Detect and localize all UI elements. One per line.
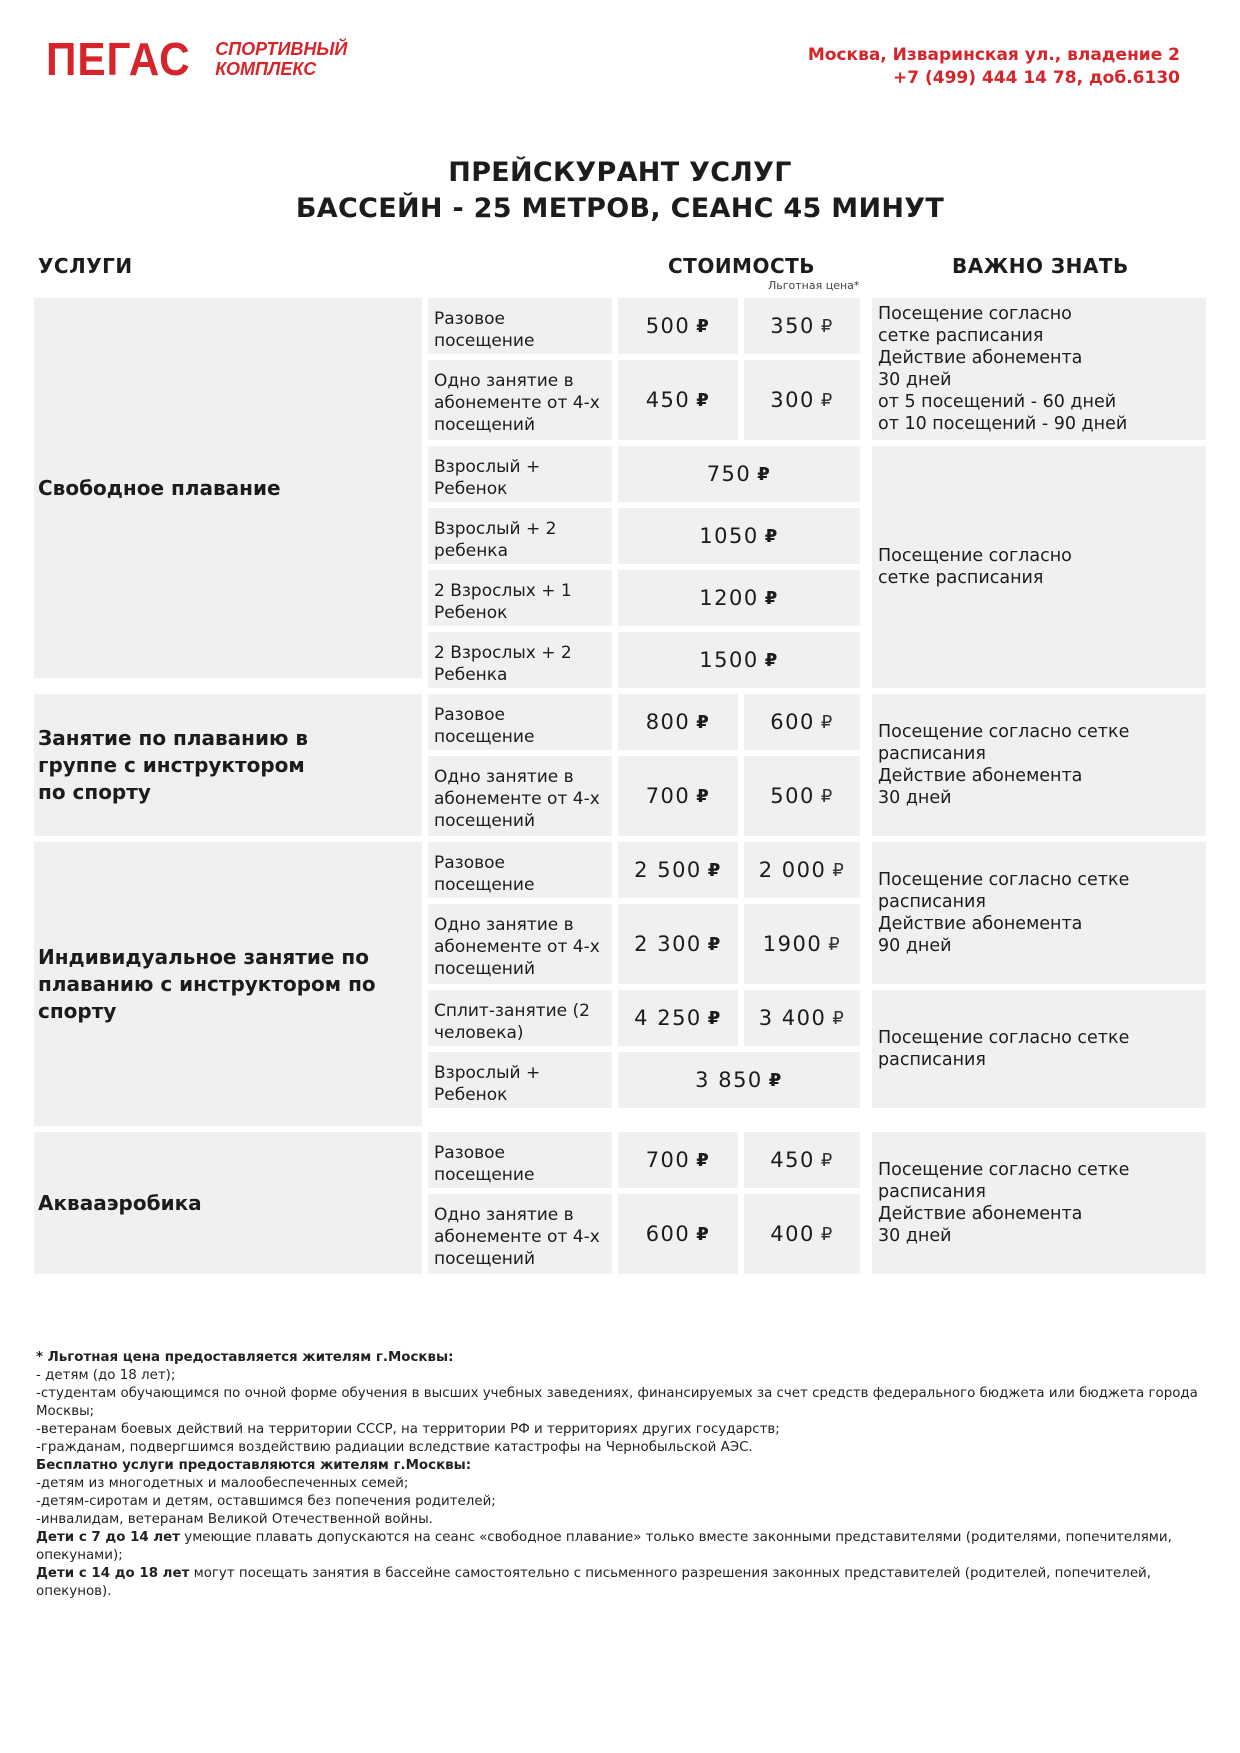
service-name: Взрослый + Ребенок <box>428 1052 612 1108</box>
table-row <box>428 508 866 564</box>
header-cost: СТОИМОСТЬ <box>668 254 816 278</box>
footnote-line: -детям из многодетных и малообеспеченных семей; <box>36 1476 409 1491</box>
table-row <box>428 570 866 626</box>
note-line: 90 дней <box>878 936 952 956</box>
footnote-line: -детям-сиротам и детям, оставшимся без попечения родителей; <box>36 1494 496 1509</box>
service-name: 2 Взрослых + 1 Ребенок <box>428 570 612 626</box>
note-line: сетке расписания <box>878 568 1044 588</box>
ruble-icon: ₽ <box>696 785 711 807</box>
service-name: Разовое посещение <box>428 842 612 898</box>
lgot-price-value: 2 000 <box>758 858 827 882</box>
ruble-icon: ₽ <box>768 1069 783 1091</box>
lgot-title: * Льготная цена предоставляется жителям г.Москвы: <box>36 1350 454 1365</box>
brand-sub-line2: КОМПЛЕКС <box>215 59 317 79</box>
lgot-price-value: 350 <box>770 314 815 338</box>
footnote-line: -гражданам, подвергшимся воздействию радиации вследствие катастрофы на Чернобыльской АЭС. <box>36 1440 753 1455</box>
note-line: Посещение согласно <box>878 546 1072 566</box>
ruble-icon: ₽ <box>707 859 722 881</box>
brand-sub-line1: СПОРТИВНЫЙ <box>215 39 348 59</box>
ruble-icon: ₽ <box>832 859 846 881</box>
lgot-price-cell <box>744 990 860 1046</box>
price-value: 750 <box>706 462 752 486</box>
price-cell <box>618 694 738 750</box>
important-note <box>872 446 1206 688</box>
brand-subtitle <box>215 39 347 79</box>
price-cell <box>618 298 738 354</box>
footnotes <box>36 1349 1206 1601</box>
ruble-icon: ₽ <box>820 711 834 733</box>
note-line: Действие абонемента <box>878 766 1083 786</box>
header-important: ВАЖНО ЗНАТЬ <box>952 254 1129 278</box>
price-value: 3 850 <box>695 1068 763 1092</box>
service-group <box>428 1132 1206 1274</box>
price-cell <box>618 632 860 688</box>
lgot-price-cell <box>744 842 860 898</box>
section-name: Свободное плавание <box>34 298 422 678</box>
table-row <box>428 694 866 750</box>
table-row <box>428 298 866 354</box>
table-row <box>428 360 866 440</box>
important-note <box>872 694 1206 836</box>
table-row <box>428 1194 866 1274</box>
page-title <box>0 155 1240 227</box>
table-row <box>428 842 866 898</box>
service-group <box>428 694 1206 836</box>
table-row <box>428 1132 866 1188</box>
service-name: Одно занятие в абонементе от 4-х посещений <box>428 904 612 984</box>
ruble-icon: ₽ <box>828 933 842 955</box>
ruble-icon: ₽ <box>764 649 779 671</box>
important-note <box>872 1132 1206 1274</box>
note-line: Действие абонемента <box>878 1204 1083 1224</box>
service-group <box>428 990 1206 1108</box>
lgot-price-value: 1900 <box>762 932 823 956</box>
lgot-price-value: 600 <box>770 710 815 734</box>
price-cell <box>618 904 738 984</box>
service-name: Одно занятие в абонементе от 4-х посещений <box>428 756 612 836</box>
phone: +7 (499) 444 14 78, доб.6130 <box>893 68 1180 88</box>
title-line2: БАССЕЙН - 25 МЕТРОВ, СЕАНС 45 МИНУТ <box>295 193 945 224</box>
service-name: Разовое посещение <box>428 694 612 750</box>
ruble-icon: ₽ <box>757 463 772 485</box>
note-line: расписания <box>878 1182 986 1202</box>
section-aqua-aerobics <box>34 1132 1206 1274</box>
price-table <box>34 298 1206 1280</box>
ruble-icon: ₽ <box>820 1223 834 1245</box>
note-line: Посещение согласно <box>878 304 1072 324</box>
service-name: Одно занятие в абонементе от 4-х посещений <box>428 360 612 440</box>
lgot-price-cell <box>744 1194 860 1274</box>
price-cell <box>618 360 738 440</box>
title-line1: ПРЕЙСКУРАНТ УСЛУГ <box>448 157 792 188</box>
price-cell <box>618 842 738 898</box>
note-line: сетке расписания <box>878 326 1044 346</box>
ruble-icon: ₽ <box>696 1223 711 1245</box>
service-name: Взрослый + 2 ребенка <box>428 508 612 564</box>
table-row <box>428 904 866 984</box>
note-line: 30 дней <box>878 788 952 808</box>
price-cell <box>618 570 860 626</box>
table-row <box>428 446 866 502</box>
price-value: 4 250 <box>634 1006 702 1030</box>
table-row <box>428 990 866 1046</box>
lgot-price-cell <box>744 904 860 984</box>
section-name-text: Занятие по плаванию в группе с инструктором по спорту <box>38 725 309 804</box>
service-group <box>428 298 1206 440</box>
important-note <box>872 298 1206 440</box>
ruble-icon: ₽ <box>820 785 834 807</box>
service-name: Разовое посещение <box>428 298 612 354</box>
note-line: расписания <box>878 892 986 912</box>
price-cell <box>618 1052 860 1108</box>
note-line: Действие абонемента <box>878 914 1083 934</box>
price-cell <box>618 508 860 564</box>
lgot-price-value: 3 400 <box>758 1006 827 1030</box>
footnote-line: -студентам обучающимся по очной форме обучения в высших учебных заведениях, финансируемых за счет средств федерального бюджета или бюджета города Москвы; <box>36 1386 1198 1419</box>
service-group <box>428 842 1206 984</box>
free-title: Бесплатно услуги предоставляются жителям г.Москвы: <box>36 1458 472 1473</box>
important-note <box>872 990 1206 1108</box>
ruble-icon: ₽ <box>707 1007 722 1029</box>
section-name <box>34 842 422 1126</box>
price-cell <box>618 1132 738 1188</box>
ruble-icon: ₽ <box>696 711 711 733</box>
lgot-price-cell <box>744 1132 860 1188</box>
header-lgot-price: Льготная цена* <box>768 279 860 292</box>
header-services: УСЛУГИ <box>38 254 133 278</box>
footnote-line: -инвалидам, ветеранам Великой Отечественной войны. <box>36 1512 433 1527</box>
kids-7-14-text: умеющие плавать допускаются на сеанс «свободное плавание» только вместе законными представителями (родителями, попечителями, опекунами); <box>36 1530 1172 1563</box>
table-row <box>428 632 866 688</box>
important-note <box>872 842 1206 984</box>
price-value: 1500 <box>699 648 759 672</box>
note-line: Посещение согласно сетке <box>878 870 1130 890</box>
contacts <box>808 44 1180 90</box>
table-row <box>428 756 866 836</box>
lgot-price-cell <box>744 694 860 750</box>
price-value: 600 <box>645 1222 691 1246</box>
brand-name: ПЕГАС <box>46 33 191 85</box>
ruble-icon: ₽ <box>696 315 711 337</box>
table-row <box>428 1052 866 1108</box>
service-name: Разовое посещение <box>428 1132 612 1188</box>
price-value: 450 <box>645 388 691 412</box>
note-line: от 5 посещений - 60 дней <box>878 392 1117 412</box>
ruble-icon: ₽ <box>820 315 834 337</box>
footnote-line: -ветеранам боевых действий на территории СССР, на территории РФ и территориях других государств; <box>36 1422 780 1437</box>
note-line: 30 дней <box>878 1226 952 1246</box>
price-cell <box>618 990 738 1046</box>
price-value: 2 500 <box>634 858 702 882</box>
note-line: расписания <box>878 1050 986 1070</box>
service-name: Одно занятие в абонементе от 4-х посещений <box>428 1194 612 1274</box>
lgot-price-cell <box>744 298 860 354</box>
section-name: Аквааэробика <box>34 1132 422 1274</box>
ruble-icon: ₽ <box>696 1149 711 1171</box>
ruble-icon: ₽ <box>764 587 779 609</box>
note-line: от 10 посещений - 90 дней <box>878 414 1128 434</box>
price-value: 500 <box>645 314 691 338</box>
note-line: расписания <box>878 744 986 764</box>
lgot-price-cell <box>744 756 860 836</box>
footnote-line: - детям (до 18 лет); <box>36 1368 176 1383</box>
lgot-price-value: 500 <box>770 784 815 808</box>
service-name: 2 Взрослых + 2 Ребенка <box>428 632 612 688</box>
price-value: 2 300 <box>634 932 702 956</box>
lgot-price-cell <box>744 360 860 440</box>
lgot-price-value: 450 <box>770 1148 815 1172</box>
ruble-icon: ₽ <box>696 389 711 411</box>
service-name: Взрослый + Ребенок <box>428 446 612 502</box>
note-line: Действие абонемента <box>878 348 1083 368</box>
price-value: 1050 <box>699 524 759 548</box>
price-cell <box>618 1194 738 1274</box>
lgot-price-value: 300 <box>770 388 815 412</box>
ruble-icon: ₽ <box>707 933 722 955</box>
ruble-icon: ₽ <box>832 1007 846 1029</box>
price-value: 800 <box>645 710 691 734</box>
ruble-icon: ₽ <box>820 389 834 411</box>
kids-14-18-note <box>36 1565 1206 1601</box>
kids-14-18-bold: Дети с 14 до 18 лет <box>36 1566 190 1581</box>
kids-7-14-note <box>36 1529 1206 1565</box>
section-free-swimming <box>34 298 1206 688</box>
note-line: Посещение согласно сетке <box>878 1160 1130 1180</box>
ruble-icon: ₽ <box>764 525 779 547</box>
note-line: Посещение согласно сетке <box>878 722 1130 742</box>
price-cell <box>618 446 860 502</box>
kids-7-14-bold: Дети с 7 до 14 лет <box>36 1530 181 1545</box>
price-value: 1200 <box>699 586 759 610</box>
section-name-text: Индивидуальное занятие по плаванию с инструктором по спорту <box>38 944 376 1023</box>
note-line: Посещение согласно сетке <box>878 1028 1130 1048</box>
kids-14-18-text: могут посещать занятия в бассейне самостоятельно с письменного разрешения законных представителей (родителей, попечителей, опекунов). <box>36 1566 1152 1599</box>
ruble-icon: ₽ <box>820 1149 834 1171</box>
section-group-swimming <box>34 694 1206 836</box>
service-name: Сплит-занятие (2 человека) <box>428 990 612 1046</box>
section-individual-swimming <box>34 842 1206 1126</box>
price-value: 700 <box>645 1148 691 1172</box>
section-name <box>34 694 422 836</box>
service-group <box>428 446 1206 688</box>
address: Москва, Изваринская ул., владение 2 <box>807 45 1180 65</box>
price-cell <box>618 756 738 836</box>
lgot-price-value: 400 <box>770 1222 815 1246</box>
price-value: 700 <box>645 784 691 808</box>
note-line: 30 дней <box>878 370 952 390</box>
brand-logo <box>36 33 348 85</box>
